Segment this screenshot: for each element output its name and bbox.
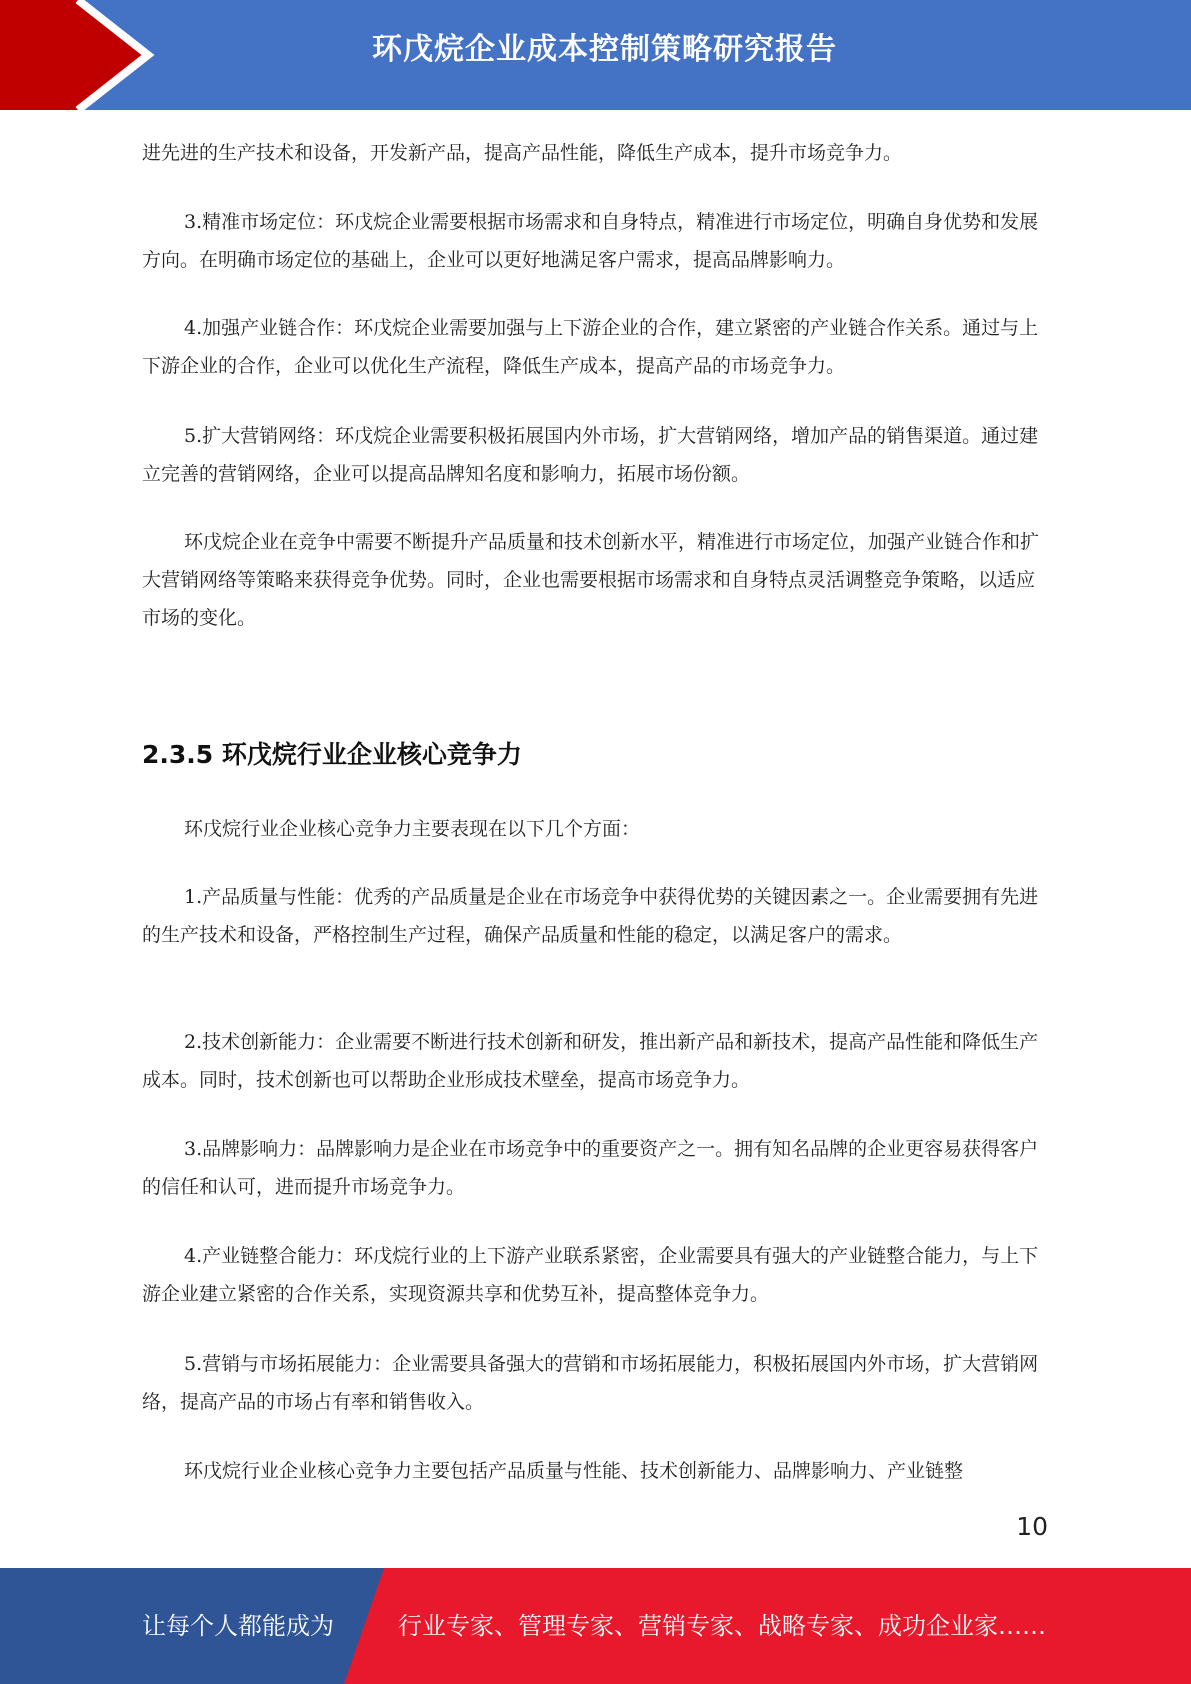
paragraph: 3.品牌影响力：品牌影响力是企业在市场竞争中的重要资产之一。拥有知名品牌的企业更容易获得客户的信任和认可，进而提升市场竞争力。 (142, 1138, 1039, 1198)
footer-slogan: 让每个人都能成为 (142, 1612, 334, 1640)
paragraph: 4.产业链整合能力：环戊烷行业的上下游产业联系紧密，企业需要具有强大的产业链整合能力，与上下游企业建立紧密的合作关系，实现资源共享和优势互补，提高整体竞争力。 (142, 1245, 1039, 1305)
paragraph: 环戊烷行业企业核心竞争力主要表现在以下几个方面： (184, 818, 641, 840)
paragraph: 1.产品质量与性能：优秀的产品质量是企业在市场竞争中获得优势的关键因素之一。企业需要拥有先进的生产技术和设备，严格控制生产过程，确保产品质量和性能的稳定，以满足客户的需求。 (142, 886, 1039, 946)
paragraph: 4.加强产业链合作：环戊烷企业需要加强与上下游企业的合作，建立紧密的产业链合作关系。通过与上下游企业的合作，企业可以优化生产流程，降低生产成本，提高产品的市场竞争力。 (142, 317, 1039, 377)
paragraph: 2.技术创新能力：企业需要不断进行技术创新和研发，推出新产品和新技术，提高产品性能和降低生产成本。同时，技术创新也可以帮助企业形成技术壁垒，提高市场竞争力。 (142, 1031, 1039, 1091)
paragraph: 进先进的生产技术和设备，开发新产品，提高产品性能，降低生产成本，提升市场竞争力。 (142, 142, 903, 164)
paragraph: 3.精准市场定位：环戊烷企业需要根据市场需求和自身特点，精准进行市场定位，明确自身优势和发展方向。在明确市场定位的基础上，企业可以更好地满足客户需求，提高品牌影响力。 (142, 211, 1039, 271)
document-title: 环戊烷企业成本控制策略研究报告 (372, 32, 837, 67)
section-heading: 2.3.5 环戊烷行业企业核心竞争力 (142, 740, 522, 769)
paragraph: 环戊烷行业企业核心竞争力主要包括产品质量与性能、技术创新能力、品牌影响力、产业链整 (184, 1460, 964, 1482)
paragraph: 环戊烷企业在竞争中需要不断提升产品质量和技术创新水平，精准进行市场定位，加强产业链合作和扩大营销网络等策略来获得竞争优势。同时，企业也需要根据市场需求和自身特点灵活调整竞争策略，以适应市场的变化。 (142, 531, 1040, 629)
paragraph: 5.营销与市场拓展能力：企业需要具备强大的营销和市场拓展能力，积极拓展国内外市场，扩大营销网络，提高产品的市场占有率和销售收入。 (142, 1353, 1039, 1413)
footer-tagline: 行业专家、管理专家、营销专家、战略专家、成功企业家…… (398, 1612, 1046, 1640)
paragraph: 5.扩大营销网络：环戊烷企业需要积极拓展国内外市场，扩大营销网络，增加产品的销售渠道。通过建立完善的营销网络，企业可以提高品牌知名度和影响力，拓展市场份额。 (142, 425, 1039, 485)
page-footer (0, 1568, 1191, 1684)
page-number: 10 (1016, 1512, 1048, 1541)
page-header (0, 0, 1191, 110)
